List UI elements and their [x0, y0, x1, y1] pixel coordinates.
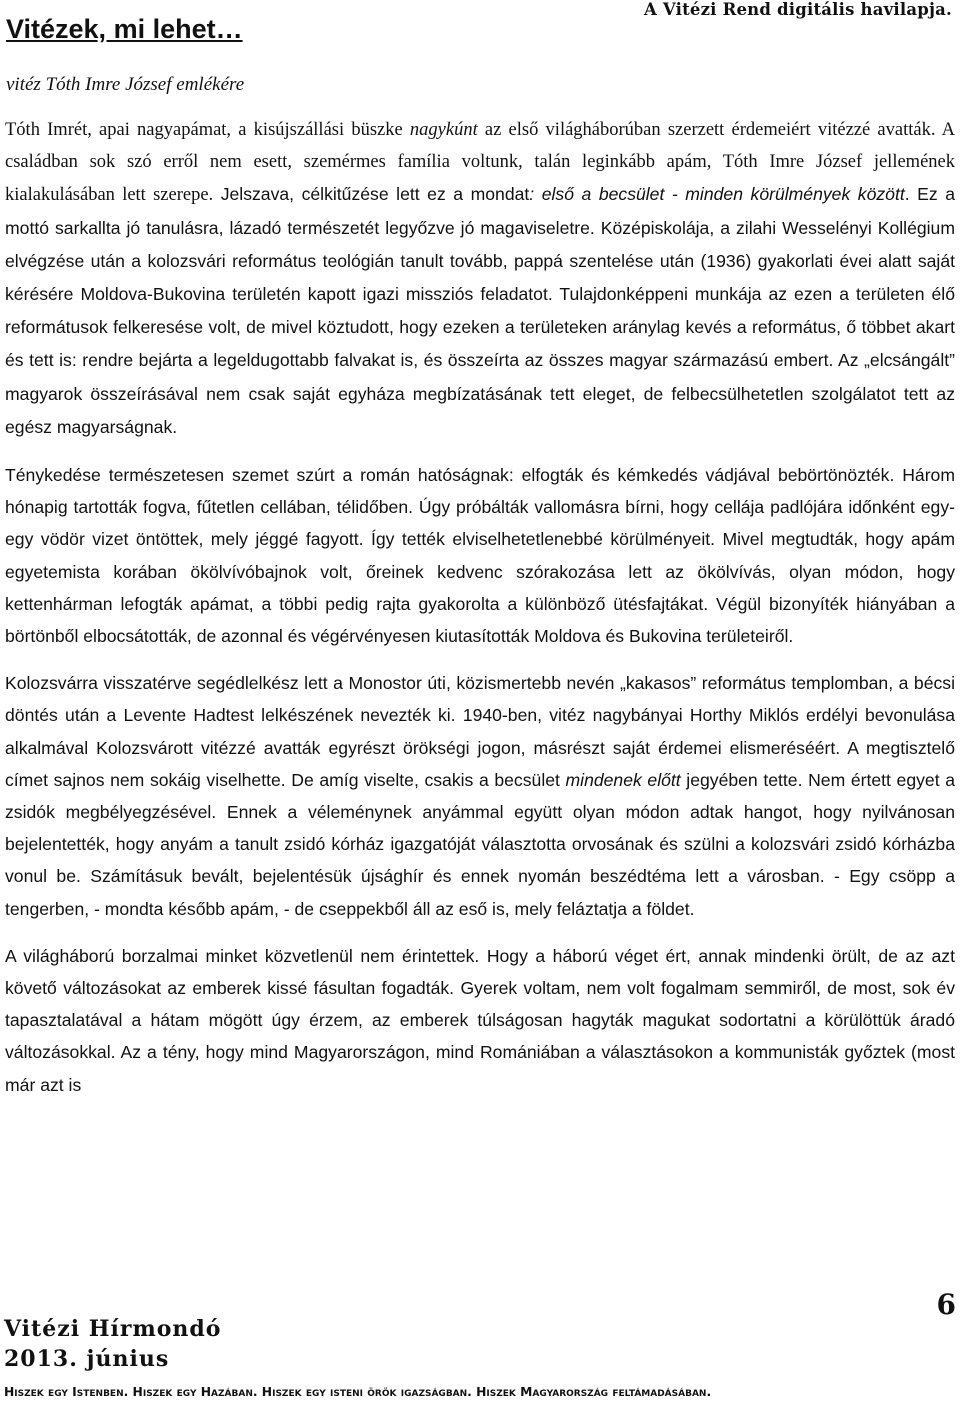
- emphasis-nagykunt: nagykúnt: [409, 120, 478, 140]
- paragraph-1: [5, 114, 955, 444]
- paragraph-1-text: Tóth Imrét, apai nagyapámat, a kisújszállási büszke: [5, 120, 410, 140]
- paragraph-3-rest: jegyében tette. Nem értett egyet a zsidók megbélyegzésével. Ennek a véleménynek anyámmal együtt olyan módon adtak hangot, hogy nyilvánosan bejelentették, hogy anyám a tanult zsidó kórház igazgatóját választotta orvosának és szülni a kolozsvári zsidó kórházba vonul be. Számításuk bevált, bejelentésük újsághír és ennek nyomán beszédtéma lett a városban. - Egy csöpp a tengerben, - mondta később apám, - de cseppekből áll az eső is, mely feláztatja a földet.: [5, 769, 955, 919]
- article-subtitle: vitéz Tóth Imre József emlékére: [6, 74, 245, 95]
- motto-quote: : első a becsület - minden körülmények között: [529, 184, 905, 205]
- paragraph-1-rest: . Ez a mottó sarkallta jó tanulásra, lázadó természetét legyőzve jó magaviseletre. Középiskolája, a zilahi Wesselényi Kollégium elvégzése után a kolozsvári református teológián tanult tovább, pappá szentelése után (1936) gyakorlati évei alatt saját kérésére Moldova-Bukovina területén kapott igazi missziós feladatot. Tulajdonképpeni munkája az ezen a területen élő reformátusok felkeresése volt, de mivel köztudott, hogy ezeken a területeken aránylag kevés a református, ő többet akart és tett is: rendre bejárta a legeldugottabb falvakat is, és összeírta az összes magyar származású embert. Az „elcsángált” magyarok összeírásával nem csak saját egyháza megbízatásának tett eleget, de felbecsülhetetlen szolgálatot tett az egész magyarságnak.: [5, 184, 956, 437]
- paragraph-1-text-cont: az első világháborúban szerzett érdemeiért vitézzé avatták. A családban sok szó erről nem esett, szemérmes família voltunk, talán leginkább apám, Tóth Imre József jellemének kialakulásában lett szerepe.: [5, 120, 955, 206]
- emphasis-mindenek-elott: mindenek előtt: [565, 769, 681, 790]
- article-body: [5, 114, 955, 1101]
- paragraph-2: Ténykedése természetesen szemet szúrt a román hatóságnak: elfogták és kémkedés vádjával bebörtönözték. Három hónapig tartották fogva, fűtetlen cellában, télidőben. Úgy próbálták vallomásra bírni, hogy cellája padlójára időnként egy-egy vödör vizet öntöttek, mely jéggé fagyott. Így tették elviselhetetlenebbé körülményeit. Mivel megtudták, hogy apám egyetemista korában ökölvívóbajnok volt, őreinek kedvenc szórakozása lett az ökölvívás, olyan módon, hogy kettenhárman lefogták apámat, a többi pedig rajta gyakorolta a különböző ütésfajtákat. Végül bizonyíték hiányában a börtönből elbocsátották, de azonnal és végérvényesen kiutasították Moldova és Bukovina területeiről.: [5, 465, 955, 647]
- paragraph-3-text: Kolozsvárra visszatérve segédlelkész lett a Monostor úti, közismertebb nevén „kakasos” református templomban, a bécsi döntés után a Levente Hadtest lelkészének nevezték ki. 1940-ben, vitéz nagybányai Horthy Miklós erdélyi bevonulása alkalmával Kolozsvárott vitézzé avatták egyrészt örökségi jogon, másrészt saját érdemei elismeréséért. A megtisztelő címet sajnos nem sokáig viselhette. De amíg viselte, csakis a becsület: [5, 673, 955, 790]
- paragraph-4: A világháború borzalmai minket közvetlenül nem érintettek. Hogy a háború véget ért, annak mindenki örült, de az azt követő változásokat az emberek kissé fásultan fogadták. Gyerek voltam, nem volt fogalmam semmiről, de most, sok év tapasztalatával a hátam mögött úgy érzem, az emberek túlságosan hagyták magukat sodortatni a körülöttük áradó változásokkal. Az a tény, hogy mind Magyarországon, mind Romániában a választásokon a kommunisták győztek (most már azt is: [5, 945, 955, 1095]
- footer-motto: Hiszek egy Istenben. Hiszek egy Hazában. Hiszek egy isteni örök igazságban. Hiszek Magyarország feltámadásában.: [4, 1385, 712, 1399]
- page-number: 6: [936, 1288, 956, 1321]
- footer-publication-name: Vitézi Hírmondó: [4, 1316, 222, 1342]
- footer-issue-date: 2013. június: [4, 1346, 170, 1372]
- paragraph-1-motto-intro: Jelszava, célkitűzése lett ez a mondat: [213, 184, 530, 205]
- article-title: Vitézek, mi lehet…: [6, 14, 243, 44]
- paragraph-3: [5, 667, 955, 925]
- publication-tagline: A Vitézi Rend digitális havilapja.: [643, 0, 952, 19]
